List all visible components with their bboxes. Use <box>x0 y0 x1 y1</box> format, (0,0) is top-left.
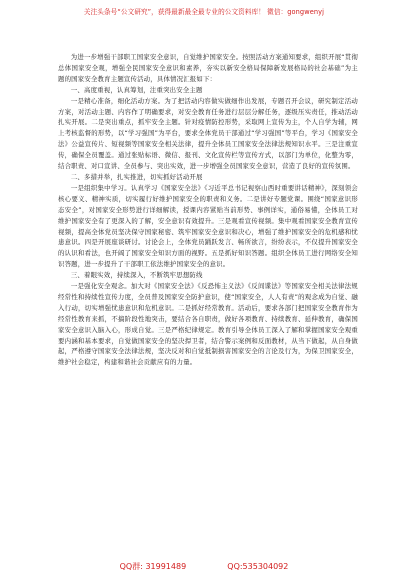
section-heading-1: 一、高度重视，认真筹划，注重突出安全主题 <box>70 85 203 94</box>
section-paragraph-3: 一是强化安全观念。加大对《国家安全法》《反恐怖主义法》《反间谍法》等国家安全相关法律法规经常性和持续性宣传力度，全员普及国家安全防护意识，使“国家安全，人人有责”的观念成为自觉、融入行动，切实增强忧患意识和危机意识。二是抓好经常教育。活动后，要求各部门把国家安全教育作为经常性教育来抓，不搞阶段性地突击，要结合各自职责，做好各项教育、持续教育、延伸教育，确保国家安全意识入脑入心，形成自觉。三是严格纪律规定。教育引导全体员工深入了解和掌握国家安全观重要内涵和基本要求，自觉做国家安全的坚决捍卫者，结合警示案例和反面教材，从当下做起，从自身做起，严格遵守国家安全法律法规，坚决反对和自觉抵制损害国家安全的言论及行为，为保卫国家安全，维护社会稳定，构建和谐社会贡献应有的力量。 <box>58 282 358 367</box>
intro-paragraph: 为进一步增强干部职工国家安全意识，自觉维护国家安全。按照活动方案通知要求，组织开展“贯彻总体国家安全观，增强全民国家安全意识和素养，夯实以新安全格局保障新发展格局的社会基础”为主题的国家安全教育主题宣传活动，具体情况汇报如下： <box>58 53 358 83</box>
section-heading-2: 二、多措并举，扎实推进，切实抓好活动开展 <box>70 172 203 181</box>
footer-contact <box>0 561 408 572</box>
section-heading-3: 三、着眼实效，持续深入，不断筑牢思想防线 <box>70 271 203 280</box>
qq-group: QQ群: 31991489 <box>119 562 187 571</box>
qq-number: QQ:535304092 <box>227 562 289 571</box>
section-paragraph-2: 一是组织集中学习。认真学习《国家安全法》《习近平总书记视察山西时重要讲话精神》，深刻领会核心要义、精神实质，切实履行好维护国家安全的职责和义务。二是讲好专题党课。围绕“国家意识形态安全”，对国家安全形势进行详细解读，授课内容紧贴当前形势、事例详实，通俗易懂，全体员工对维护国家安全有了更深入的了解，安全意识有效提升。三是观看宣传视频。集中观看国家安全教育宣传视频，提高全体党员坚决保守国家秘密、筑牢国家安全意识和决心，增强了维护国家安全的危机感和忧患意识。四是开展座谈研讨。讨论会上，全体党员踊跃发言、畅所欲言，纷纷表示，不仅提升国家安全的认识和看法，也开阔了国家安全知识方面的视野。五是抓好知识答题。组织全体员工进行网络安全知识答题，进一步提升了干部职工依法维护国家安全的意识。 <box>58 183 358 269</box>
section-paragraph-1: 一是精心准备，细化活动方案。为了把活动内容做实做细作出发展，专题召开会议，研究制定活动方案，对活动主题、内容作了明确要求，对安全教育任务进行层层分解任务，逐级压实责任，推动活动扎实开展。二是突出重点，抓牢安全主题。针对疫情防控形势，采取网上宣传为主，个人自学为辅，网上考核监督的形势，以“学习强国”为平台，要求全体党员干部通过“学习强国”等平台，学习《国家安全法》公益宣传片、短视频等国家安全相关法律，提升全体员工国家安全法律法规知识水平。三是注重宣传，确保全员覆盖。通过张贴标语、微信、报刊、文化宣传栏等宣传方式，以部门为单位，化整为零，结合职责、对口宣讲、全员参与、突出实效，进一步增强全员国家安全意识，营造了良好的宣传氛围。 <box>58 96 358 171</box>
document-body <box>58 52 358 368</box>
header-banner: 关注头条号“公文研究”，获得最新最全最专业的公文资料库！ 微信：gongwenyj <box>83 8 325 16</box>
